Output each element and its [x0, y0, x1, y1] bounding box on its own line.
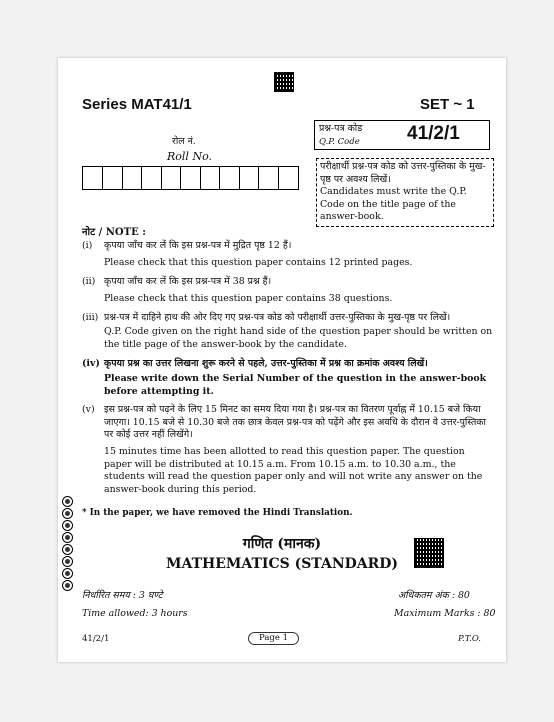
- max-marks-hindi: अधिकतम अंक : 80: [398, 590, 470, 601]
- series-label: Series MAT41/1: [82, 96, 192, 113]
- subject-title-english: MATHEMATICS (STANDARD): [165, 556, 399, 572]
- qp-code-box: [314, 120, 490, 150]
- item-english: 15 minutes time has been allotted to read this question paper. The question paper will be distributed at 10.15 a.m. From 10.15 a.m. to 10.30 a.m., the students will read the question paper only and will not write any answer on the answer-book during this period.: [104, 446, 483, 495]
- qp-instruction-box: [316, 158, 494, 227]
- note-heading: नोट / NOTE :: [82, 227, 146, 238]
- subject-title-hindi: गणित (मानक): [242, 536, 322, 552]
- item-english: Please check that this question paper contains 38 questions.: [104, 293, 393, 304]
- qp-instruction-english: Candidates must write the Q.P. Code on the title page of the answer-book.: [320, 186, 467, 222]
- pto-label: P.T.O.: [458, 634, 481, 644]
- roll-label-hindi: रोल नं.: [172, 136, 196, 147]
- qp-label-english: Q.P. Code: [319, 137, 360, 147]
- roll-number-cells[interactable]: [82, 166, 299, 190]
- removed-translation-note: * In the paper, we have removed the Hindi Translation.: [82, 508, 353, 518]
- item-english: Q.P. Code given on the right hand side of the question paper should be written on the title page of the answer-book by the candidate.: [104, 326, 493, 350]
- item-number: (ii): [82, 276, 96, 287]
- max-marks-english: Maximum Marks : 80: [394, 608, 496, 619]
- qp-code-value: 41/2/1: [407, 123, 460, 144]
- item-number: (iii): [82, 312, 99, 323]
- qp-instruction-hindi: परीक्षार्थी प्रश्न-पत्र कोड को उत्तर-पुस्तिका के मुख-पृष्ठ पर अवश्य लिखें।: [320, 161, 486, 185]
- roll-number-box: [82, 118, 298, 190]
- top-qr-code: [274, 72, 294, 92]
- set-label: SET ~ 1: [420, 96, 475, 113]
- item-hindi: कृपया जाँच कर लें कि इस प्रश्न-पत्र में 38 प्रश्न हैं।: [104, 276, 272, 287]
- subject-qr-code: [414, 538, 444, 568]
- qp-label-hindi: प्रश्न-पत्र कोड: [319, 123, 363, 134]
- item-hindi: प्रश्न-पत्र में दाहिने हाथ की ओर दिए गए प्रश्न-पत्र कोड को परीक्षार्थी उत्तर-पुस्तिका के मुख-पृष्ठ पर लिखें।: [104, 312, 451, 323]
- time-allowed-english: Time allowed: 3 hours: [82, 608, 188, 619]
- question-paper-page: [58, 58, 506, 662]
- item-hindi: कृपया प्रश्न का उत्तर लिखना शुरू करने से पहले, उत्तर-पुस्तिका में प्रश्न का क्रमांक अवश्य लिखें।: [104, 358, 428, 369]
- item-number: (v): [82, 404, 95, 415]
- footer-code: 41/2/1: [82, 634, 110, 644]
- item-hindi: इस प्रश्न-पत्र को पढ़ने के लिए 15 मिनट का समय दिया गया है। प्रश्न-पत्र का वितरण पूर्वाह्न में 10.15 बजे किया जाएगा। 10.15 बजे से 10.30 बजे तक छात्र केवल प्रश्न-पत्र को पढ़ेंगे और इस अवधि के दौरान वे उत्तर-पुस्तिका पर कोई उत्तर नहीं लिखेंगे।: [104, 404, 486, 441]
- item-number: (iv): [82, 358, 100, 369]
- item-number: (i): [82, 240, 93, 251]
- item-hindi: कृपया जाँच कर लें कि इस प्रश्न-पत्र में मुद्रित पृष्ठ 12 हैं।: [104, 240, 292, 251]
- time-allowed-hindi: निर्धारित समय : 3 घण्टे: [82, 590, 163, 601]
- item-english: Please check that this question paper contains 12 printed pages.: [104, 257, 413, 268]
- roll-label-english: Roll No.: [167, 150, 212, 163]
- item-english: Please write down the Serial Number of the question in the answer-book before attempting it.: [104, 373, 487, 397]
- page-number-badge: Page 1: [248, 632, 299, 645]
